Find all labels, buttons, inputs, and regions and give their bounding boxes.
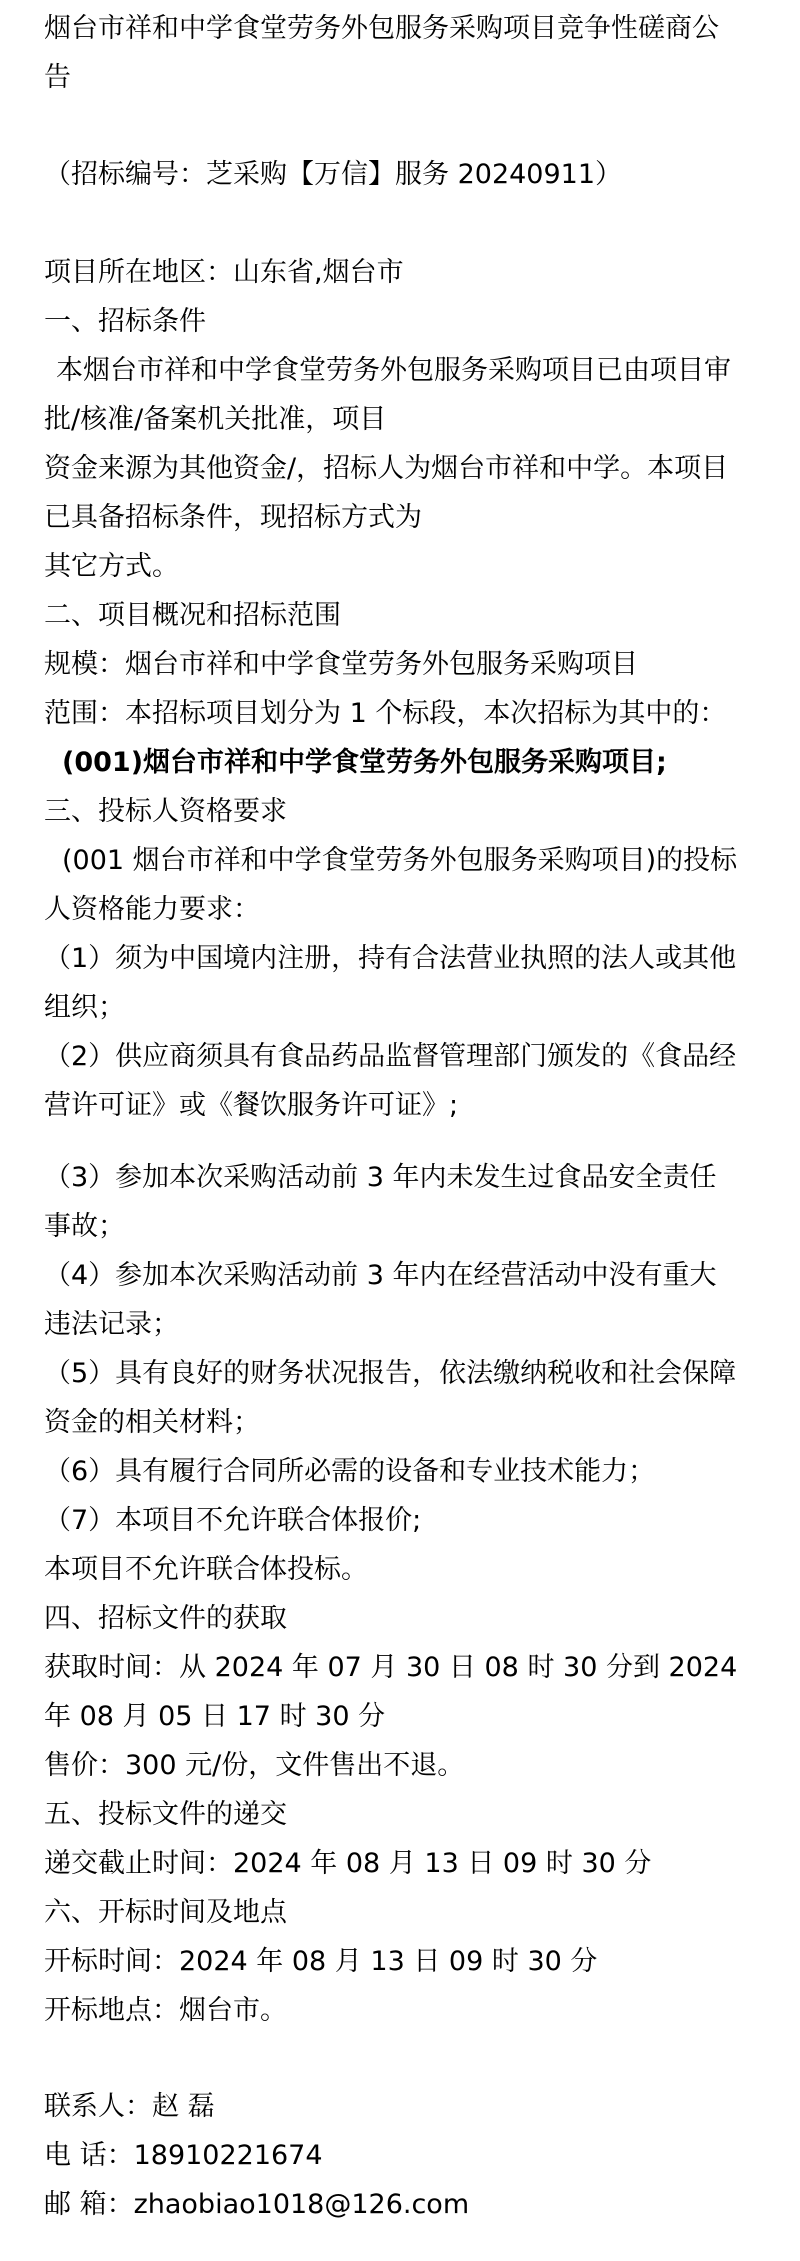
requirement-4-line-1: （4）参加本次采购活动前 3 年内在经营活动中没有重大 — [44, 1260, 717, 1291]
acquisition-time-line-2: 年 08 月 05 日 17 时 30 分 — [44, 1701, 386, 1732]
opening-location: 开标地点：烟台市。 — [44, 1995, 287, 2026]
contact-phone: 电 话：18910221674 — [44, 2140, 323, 2171]
requirement-6: （6）具有履行合同所必需的设备和专业技术能力； — [44, 1456, 656, 1487]
contact-person: 联系人：赵 磊 — [44, 2091, 215, 2122]
title-line-1: 烟台市祥和中学食堂劳务外包服务采购项目竞争性磋商公 — [44, 13, 719, 44]
consortium-note: 本项目不允许联合体投标。 — [44, 1554, 368, 1585]
requirement-5-line-2: 资金的相关材料； — [44, 1407, 260, 1438]
price-line: 售价：300 元/份，文件售出不退。 — [44, 1750, 465, 1781]
requirement-1-line-1: （1）须为中国境内注册，持有合法营业执照的法人或其他 — [44, 943, 737, 974]
acquisition-time-line-1: 获取时间：从 2024 年 07 月 30 日 08 时 30 分到 2024 — [44, 1652, 738, 1683]
requirement-1-line-2: 组织； — [44, 992, 125, 1023]
section-6-heading: 六、开标时间及地点 — [44, 1897, 287, 1928]
section-1-heading: 一、招标条件 — [44, 306, 206, 337]
title-line-2: 告 — [44, 62, 71, 93]
section-3-heading: 三、投标人资格要求 — [44, 796, 287, 827]
requirement-2-line-1: （2）供应商须具有食品药品监督管理部门颁发的《食品经 — [44, 1041, 737, 1072]
requirement-2-line-2: 营许可证》或《餐饮服务许可证》; — [44, 1090, 459, 1121]
submission-deadline: 递交截止时间：2024 年 08 月 13 日 09 时 30 分 — [44, 1848, 652, 1879]
lot-item: (001)烟台市祥和中学食堂劳务外包服务采购项目; — [62, 747, 667, 778]
opening-time: 开标时间：2024 年 08 月 13 日 09 时 30 分 — [44, 1946, 598, 1977]
qualification-intro-line-2: 人资格能力要求： — [44, 894, 260, 925]
requirement-3-line-1: （3）参加本次采购活动前 3 年内未发生过食品安全责任 — [44, 1162, 717, 1193]
section-4-heading: 四、招标文件的获取 — [44, 1603, 287, 1634]
requirement-4-line-2: 违法记录； — [44, 1309, 179, 1340]
tender-number: （招标编号：芝采购【万信】服务 20240911） — [44, 159, 623, 190]
requirement-7: （7）本项目不允许联合体报价; — [44, 1505, 422, 1536]
section-1-paragraph-line-5: 其它方式。 — [44, 551, 179, 582]
section-1-paragraph-line-4: 已具备招标条件，现招标方式为 — [44, 502, 422, 533]
contact-email: 邮 箱：zhaobiao1018@126.com — [44, 2189, 470, 2220]
scope-line: 范围：本招标项目划分为 1 个标段，本次招标为其中的： — [44, 698, 727, 729]
requirement-3-line-2: 事故； — [44, 1211, 125, 1242]
section-1-paragraph-line-3: 资金来源为其他资金/，招标人为烟台市祥和中学。本项目 — [44, 453, 729, 484]
scale-line: 规模：烟台市祥和中学食堂劳务外包服务采购项目 — [44, 649, 638, 680]
section-1-paragraph-line-1: 本烟台市祥和中学食堂劳务外包服务采购项目已由项目审 — [56, 355, 731, 386]
section-2-heading: 二、项目概况和招标范围 — [44, 600, 341, 631]
section-5-heading: 五、投标文件的递交 — [44, 1799, 287, 1830]
section-1-paragraph-line-2: 批/核准/备案机关批准，项目 — [44, 404, 387, 435]
qualification-intro-line-1: (001 烟台市祥和中学食堂劳务外包服务采购项目)的投标 — [62, 845, 738, 876]
project-location: 项目所在地区：山东省,烟台市 — [44, 257, 404, 288]
requirement-5-line-1: （5）具有良好的财务状况报告，依法缴纳税收和社会保障 — [44, 1358, 737, 1389]
